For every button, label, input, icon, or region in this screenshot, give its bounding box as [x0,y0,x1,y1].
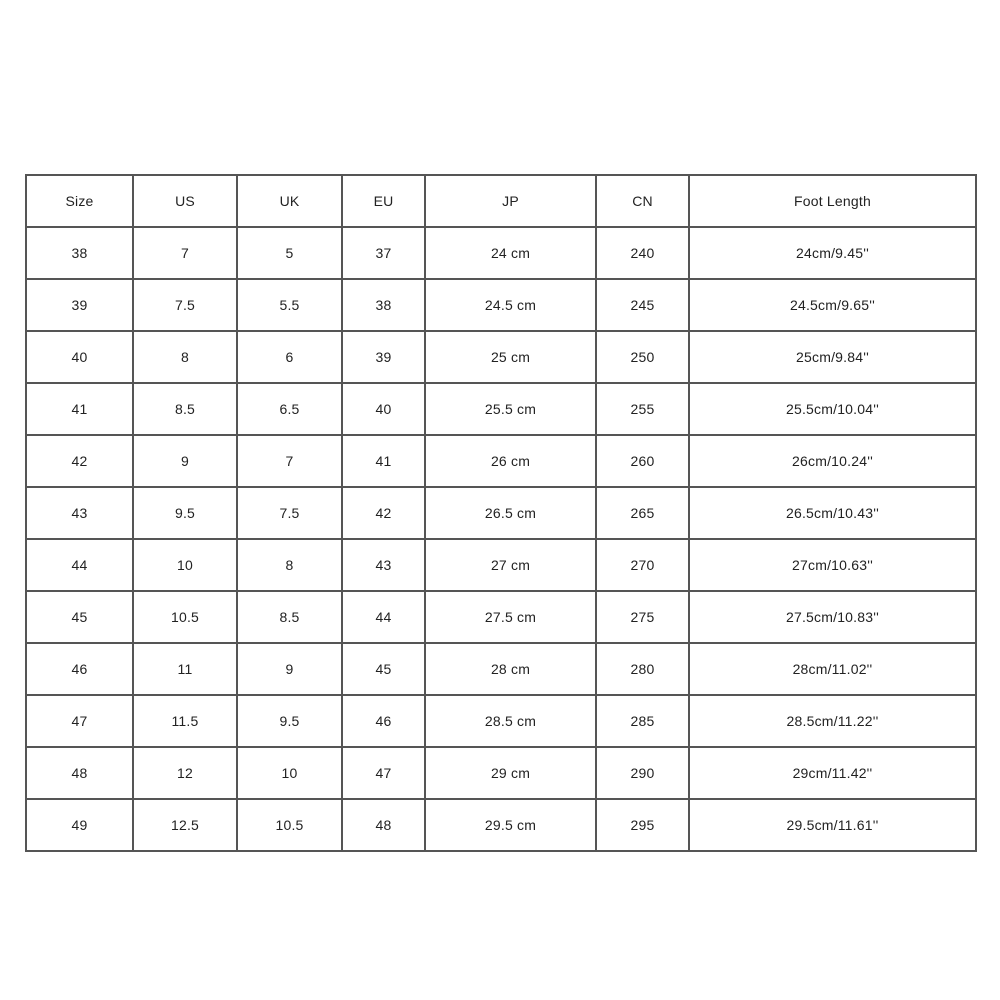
table-cell: 47 [342,747,425,799]
table-cell: 25.5cm/10.04'' [689,383,976,435]
table-cell: 5.5 [237,279,342,331]
table-cell: 24.5 cm [425,279,596,331]
column-header: CN [596,175,689,227]
size-chart-table [25,174,977,852]
table-row [26,279,976,331]
table-row [26,747,976,799]
table-cell: 29.5 cm [425,799,596,851]
table-cell: 29cm/11.42'' [689,747,976,799]
table-cell: 250 [596,331,689,383]
table-cell: 43 [26,487,133,539]
table-cell: 8.5 [133,383,237,435]
table-cell: 43 [342,539,425,591]
table-header [26,175,976,227]
table-cell: 275 [596,591,689,643]
table-cell: 28 cm [425,643,596,695]
table-cell: 28.5cm/11.22'' [689,695,976,747]
table-cell: 25.5 cm [425,383,596,435]
table-row [26,643,976,695]
table-cell: 46 [26,643,133,695]
table-cell: 11 [133,643,237,695]
table-cell: 42 [26,435,133,487]
table-cell: 48 [342,799,425,851]
table-cell: 12 [133,747,237,799]
table-cell: 7.5 [133,279,237,331]
table-cell: 10.5 [133,591,237,643]
table-cell: 6 [237,331,342,383]
table-cell: 40 [342,383,425,435]
table-cell: 41 [26,383,133,435]
table-cell: 40 [26,331,133,383]
table-cell: 24cm/9.45'' [689,227,976,279]
table-cell: 8 [133,331,237,383]
table-cell: 27.5cm/10.83'' [689,591,976,643]
table-cell: 240 [596,227,689,279]
table-cell: 41 [342,435,425,487]
table-cell: 48 [26,747,133,799]
table-row [26,227,976,279]
table-cell: 29.5cm/11.61'' [689,799,976,851]
table-cell: 45 [26,591,133,643]
table-cell: 5 [237,227,342,279]
table-cell: 26 cm [425,435,596,487]
table-cell: 245 [596,279,689,331]
table-cell: 39 [26,279,133,331]
table-row [26,539,976,591]
table-cell: 38 [26,227,133,279]
table-row [26,383,976,435]
table-cell: 27 cm [425,539,596,591]
table-cell: 27cm/10.63'' [689,539,976,591]
table-cell: 45 [342,643,425,695]
table-cell: 10 [237,747,342,799]
table-cell: 10.5 [237,799,342,851]
table-cell: 295 [596,799,689,851]
table-cell: 7 [237,435,342,487]
table-cell: 44 [342,591,425,643]
table-cell: 37 [342,227,425,279]
table-cell: 46 [342,695,425,747]
column-header: EU [342,175,425,227]
table-cell: 26cm/10.24'' [689,435,976,487]
column-header: JP [425,175,596,227]
table-cell: 11.5 [133,695,237,747]
table-cell: 9 [237,643,342,695]
table-cell: 42 [342,487,425,539]
table-cell: 280 [596,643,689,695]
table-row [26,799,976,851]
table-row [26,435,976,487]
header-row [26,175,976,227]
table-row [26,331,976,383]
table-cell: 255 [596,383,689,435]
table-cell: 25cm/9.84'' [689,331,976,383]
table-cell: 9.5 [237,695,342,747]
table-cell: 260 [596,435,689,487]
column-header: Foot Length [689,175,976,227]
table-row [26,591,976,643]
table-cell: 8 [237,539,342,591]
table-cell: 24.5cm/9.65'' [689,279,976,331]
table-cell: 28.5 cm [425,695,596,747]
table-cell: 7.5 [237,487,342,539]
table-cell: 26.5cm/10.43'' [689,487,976,539]
table-cell: 9.5 [133,487,237,539]
table-cell: 12.5 [133,799,237,851]
table-cell: 290 [596,747,689,799]
table-cell: 47 [26,695,133,747]
table-cell: 28cm/11.02'' [689,643,976,695]
table-cell: 9 [133,435,237,487]
table-cell: 6.5 [237,383,342,435]
table-cell: 265 [596,487,689,539]
column-header: UK [237,175,342,227]
table-row [26,695,976,747]
table-cell: 25 cm [425,331,596,383]
table-cell: 26.5 cm [425,487,596,539]
table-row [26,487,976,539]
table-cell: 24 cm [425,227,596,279]
column-header: US [133,175,237,227]
table-cell: 7 [133,227,237,279]
table-cell: 8.5 [237,591,342,643]
table-cell: 39 [342,331,425,383]
table-cell: 10 [133,539,237,591]
table-cell: 285 [596,695,689,747]
table-cell: 27.5 cm [425,591,596,643]
table-body [26,227,976,851]
table-cell: 38 [342,279,425,331]
table-cell: 29 cm [425,747,596,799]
table-cell: 44 [26,539,133,591]
column-header: Size [26,175,133,227]
table-cell: 49 [26,799,133,851]
table-cell: 270 [596,539,689,591]
